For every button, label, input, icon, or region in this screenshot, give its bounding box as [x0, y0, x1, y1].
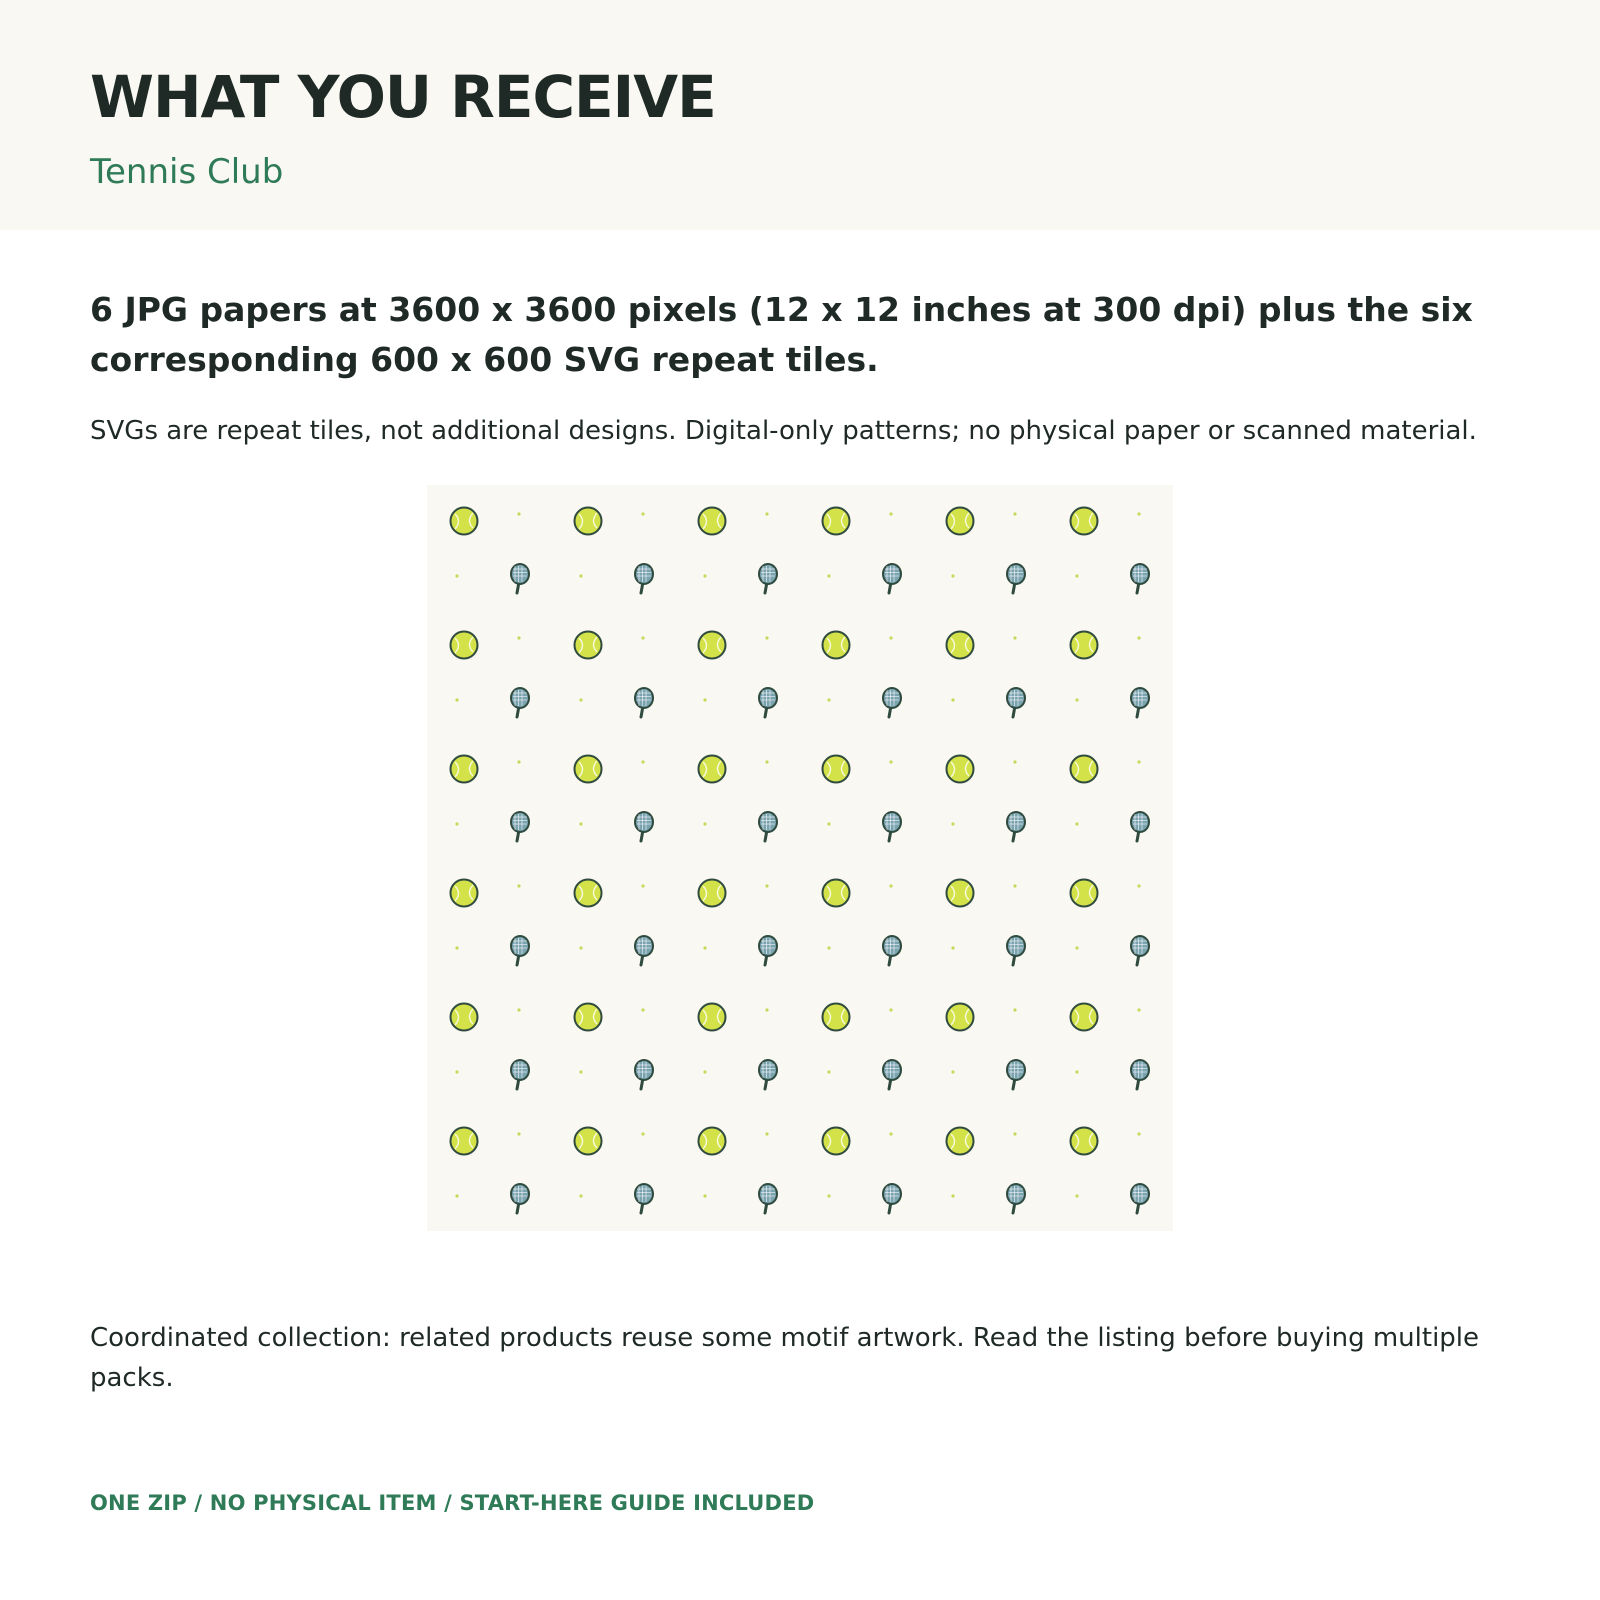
pattern-dot: [827, 698, 830, 701]
pattern-dot: [1013, 760, 1016, 763]
pattern-dot: [579, 1070, 582, 1073]
pattern-dot: [579, 574, 582, 577]
tennis-racket-icon: [883, 812, 901, 841]
tennis-ball-icon: [947, 1128, 974, 1155]
package-summary: 6 JPG papers at 3600 x 3600 pixels (12 x 12 inches at 300 dpi) plus the six corresponding 600 x 600 SVG repeat tiles.: [90, 290, 1473, 379]
pattern-dot: [765, 1132, 768, 1135]
pattern-dot: [765, 884, 768, 887]
tennis-racket-icon: [511, 1060, 529, 1089]
tennis-ball-icon: [947, 1004, 974, 1031]
tennis-racket-icon: [1131, 812, 1149, 841]
pattern-dot: [703, 574, 706, 577]
pattern-dot: [1137, 760, 1140, 763]
pattern-dot: [579, 698, 582, 701]
tennis-racket-icon: [883, 564, 901, 593]
tennis-racket-icon: [635, 1184, 653, 1213]
pattern-dot: [827, 1194, 830, 1197]
pattern-dot: [951, 1070, 954, 1073]
pattern-dot: [1013, 636, 1016, 639]
pattern-dot: [1137, 636, 1140, 639]
pattern-dot: [1075, 822, 1078, 825]
pattern-dot: [455, 698, 458, 701]
tennis-ball-icon: [1071, 880, 1098, 907]
pattern-dot: [827, 574, 830, 577]
pattern-dot: [827, 946, 830, 949]
pattern-dot: [641, 1132, 644, 1135]
pattern-dot: [1013, 1132, 1016, 1135]
tennis-racket-icon: [1007, 812, 1025, 841]
tennis-ball-icon: [1071, 632, 1098, 659]
tennis-ball-icon: [823, 632, 850, 659]
tennis-racket-icon: [1131, 1060, 1149, 1089]
tennis-ball-icon: [451, 508, 478, 535]
tennis-ball-icon: [451, 1128, 478, 1155]
pattern-dot: [517, 1008, 520, 1011]
pattern-dot: [1013, 884, 1016, 887]
pattern-dot: [951, 822, 954, 825]
tennis-ball-icon: [947, 508, 974, 535]
pattern-dot: [517, 884, 520, 887]
pattern-dot: [1137, 1008, 1140, 1011]
tennis-racket-icon: [635, 1060, 653, 1089]
tennis-racket-icon: [883, 688, 901, 717]
delivery-tagline: ONE ZIP / NO PHYSICAL ITEM / START-HERE GUIDE INCLUDED: [90, 1491, 815, 1515]
tennis-ball-icon: [947, 632, 974, 659]
pattern-dot: [517, 636, 520, 639]
tennis-ball-icon: [699, 756, 726, 783]
tennis-racket-icon: [759, 936, 777, 965]
pattern-dot: [703, 946, 706, 949]
tennis-racket-icon: [1007, 1184, 1025, 1213]
pattern-dot: [1013, 1008, 1016, 1011]
pattern-dot: [641, 1008, 644, 1011]
tennis-ball-icon: [699, 880, 726, 907]
tennis-racket-icon: [1007, 1060, 1025, 1089]
tennis-racket-icon: [511, 1184, 529, 1213]
tennis-ball-icon: [575, 880, 602, 907]
tennis-racket-icon: [511, 936, 529, 965]
pattern-dot: [889, 636, 892, 639]
tennis-ball-icon: [823, 1004, 850, 1031]
tennis-ball-icon: [451, 880, 478, 907]
tennis-racket-icon: [1131, 936, 1149, 965]
pattern-dot: [579, 1194, 582, 1197]
pattern-dot: [1075, 1070, 1078, 1073]
pattern-dot: [455, 946, 458, 949]
tennis-ball-icon: [947, 756, 974, 783]
pattern-dot: [1013, 512, 1016, 515]
pattern-dot: [765, 760, 768, 763]
tennis-ball-icon: [823, 1128, 850, 1155]
pattern-dot: [455, 1070, 458, 1073]
tennis-ball-icon: [451, 1004, 478, 1031]
pattern-dot: [765, 1008, 768, 1011]
pattern-dot: [579, 946, 582, 949]
tennis-racket-icon: [635, 936, 653, 965]
pattern-dot: [579, 822, 582, 825]
header-band: [0, 0, 1600, 230]
tennis-ball-icon: [823, 508, 850, 535]
pattern-dot: [1137, 884, 1140, 887]
tennis-ball-icon: [575, 1128, 602, 1155]
pattern-dot: [455, 1194, 458, 1197]
pattern-dot: [889, 760, 892, 763]
tennis-racket-icon: [759, 1184, 777, 1213]
pattern-dot: [1075, 698, 1078, 701]
tennis-ball-icon: [1071, 756, 1098, 783]
tennis-ball-icon: [1071, 1004, 1098, 1031]
pattern-dot: [455, 822, 458, 825]
tennis-racket-icon: [511, 564, 529, 593]
tennis-racket-icon: [635, 564, 653, 593]
pattern-dot: [703, 1194, 706, 1197]
tennis-racket-icon: [883, 1184, 901, 1213]
pattern-dot: [641, 636, 644, 639]
tennis-ball-icon: [575, 508, 602, 535]
tennis-racket-icon: [759, 1060, 777, 1089]
pattern-dot: [455, 574, 458, 577]
pattern-dot: [641, 884, 644, 887]
pattern-dot: [1137, 512, 1140, 515]
tennis-ball-icon: [699, 1004, 726, 1031]
pattern-dot: [517, 760, 520, 763]
pattern-preview: [427, 485, 1173, 1231]
pattern-dot: [951, 698, 954, 701]
tennis-racket-icon: [1131, 688, 1149, 717]
pattern-dot: [703, 698, 706, 701]
tennis-racket-icon: [1131, 1184, 1149, 1213]
tennis-ball-icon: [699, 1128, 726, 1155]
tennis-racket-icon: [759, 688, 777, 717]
tennis-racket-icon: [883, 936, 901, 965]
tennis-racket-icon: [759, 812, 777, 841]
pattern-dot: [765, 636, 768, 639]
tennis-ball-icon: [699, 632, 726, 659]
collection-footnote: Coordinated collection: related products reuse some motif artwork. Read the listing before buying multiple packs.: [90, 1323, 1480, 1393]
tennis-ball-icon: [1071, 1128, 1098, 1155]
tennis-racket-icon: [635, 812, 653, 841]
tennis-ball-icon: [947, 880, 974, 907]
tennis-ball-icon: [575, 632, 602, 659]
tennis-racket-icon: [1131, 564, 1149, 593]
pattern-dot: [1137, 1132, 1140, 1135]
tennis-racket-icon: [759, 564, 777, 593]
tennis-racket-icon: [1007, 564, 1025, 593]
tennis-ball-icon: [823, 880, 850, 907]
pattern-dot: [765, 512, 768, 515]
collection-subtitle: Tennis Club: [90, 152, 284, 192]
tennis-ball-icon: [1071, 508, 1098, 535]
pattern-dot: [951, 946, 954, 949]
tennis-racket-icon: [1007, 936, 1025, 965]
pattern-dot: [827, 1070, 830, 1073]
pattern-dot: [703, 1070, 706, 1073]
tennis-racket-icon: [883, 1060, 901, 1089]
tennis-ball-icon: [451, 756, 478, 783]
pattern-dot: [889, 884, 892, 887]
pattern-dot: [703, 822, 706, 825]
tennis-racket-icon: [511, 812, 529, 841]
tennis-ball-icon: [451, 632, 478, 659]
page-title: WHAT YOU RECEIVE: [90, 63, 716, 131]
pattern-dot: [889, 512, 892, 515]
svg-note: SVGs are repeat tiles, not additional designs. Digital-only patterns; no physical paper or scanned material.: [90, 416, 1477, 446]
pattern-dot: [951, 574, 954, 577]
tennis-racket-icon: [635, 688, 653, 717]
tennis-ball-icon: [575, 756, 602, 783]
pattern-dot: [641, 512, 644, 515]
pattern-dot: [1075, 574, 1078, 577]
pattern-dot: [517, 1132, 520, 1135]
pattern-dot: [889, 1008, 892, 1011]
tennis-ball-icon: [823, 756, 850, 783]
tennis-racket-icon: [511, 688, 529, 717]
tennis-ball-icon: [575, 1004, 602, 1031]
pattern-dot: [517, 512, 520, 515]
pattern-dot: [951, 1194, 954, 1197]
pattern-dot: [1075, 1194, 1078, 1197]
tennis-racket-icon: [1007, 688, 1025, 717]
pattern-dot: [1075, 946, 1078, 949]
pattern-dot: [889, 1132, 892, 1135]
pattern-dot: [641, 760, 644, 763]
tennis-ball-icon: [699, 508, 726, 535]
pattern-dot: [827, 822, 830, 825]
pattern-preview-svg: [427, 485, 1173, 1231]
